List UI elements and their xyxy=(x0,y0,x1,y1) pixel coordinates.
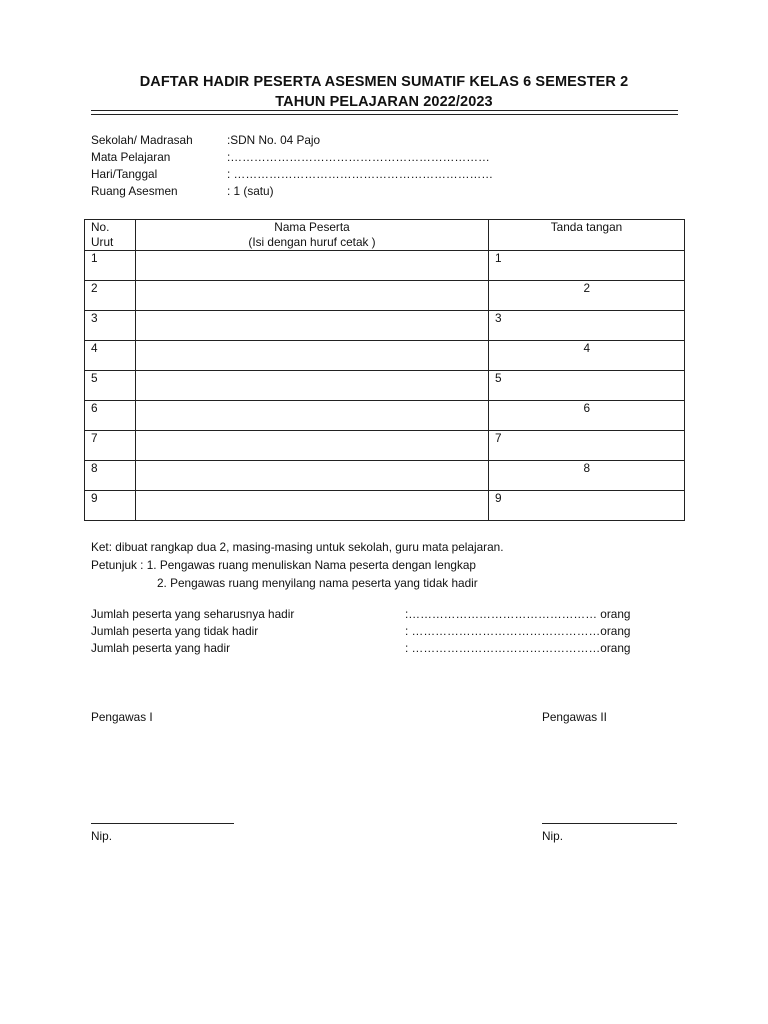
count-label: Jumlah peserta yang hadir xyxy=(91,641,231,655)
signature-cell[interactable]: 9 xyxy=(489,491,685,521)
row-number: 4 xyxy=(85,341,136,371)
table-row xyxy=(85,401,685,431)
table-row xyxy=(85,461,685,491)
document-title-line2: TAHUN PELAJARAN 2022/2023 xyxy=(275,94,493,110)
row-number: 5 xyxy=(85,371,136,401)
count-row-present xyxy=(91,640,651,657)
info-label: Sekolah/ Madrasah xyxy=(91,133,193,147)
signature-cell[interactable]: 3 xyxy=(489,311,685,341)
signature-cell[interactable]: 4 xyxy=(489,341,685,371)
info-label: Mata Pelajaran xyxy=(91,150,171,164)
notes-block xyxy=(91,538,504,592)
count-value: : …………………………………………orang xyxy=(405,641,631,655)
name-cell[interactable] xyxy=(136,311,489,341)
count-value: : …………………………………………orang xyxy=(405,624,631,638)
count-label: Jumlah peserta yang tidak hadir xyxy=(91,624,259,638)
name-cell[interactable] xyxy=(136,251,489,281)
note-petunjuk-1: Petunjuk : 1. Pengawas ruang menuliskan Nama peserta dengan lengkap xyxy=(91,558,476,572)
info-label: Ruang Asesmen xyxy=(91,184,178,198)
supervisor-1-title: Pengawas I xyxy=(91,710,153,724)
count-row-absent xyxy=(91,623,651,640)
count-value: :………………………………………… orang xyxy=(405,607,631,621)
document-title-line1: DAFTAR HADIR PESERTA ASESMEN SUMATIF KELAS 6 SEMESTER 2 xyxy=(139,74,629,90)
info-value: :………………………………………………………… xyxy=(227,150,490,164)
count-label: Jumlah peserta yang seharusnya hadir xyxy=(91,607,295,621)
supervisor-2-signature-line[interactable] xyxy=(542,823,677,824)
name-cell[interactable] xyxy=(136,431,489,461)
header-name-line1: Nama Peserta xyxy=(274,220,350,234)
signature-cell[interactable]: 1 xyxy=(489,251,685,281)
name-cell[interactable] xyxy=(136,281,489,311)
info-label: Hari/Tanggal xyxy=(91,167,158,181)
name-cell[interactable] xyxy=(136,401,489,431)
signature-cell[interactable]: 8 xyxy=(489,461,685,491)
supervisor-1-signature-line[interactable] xyxy=(91,823,234,824)
row-number: 9 xyxy=(85,491,136,521)
name-cell[interactable] xyxy=(136,491,489,521)
row-number: 2 xyxy=(85,281,136,311)
header-no-line2: Urut xyxy=(91,235,114,249)
supervisor-2-title: Pengawas II xyxy=(542,710,607,724)
header-no-line1: No. xyxy=(91,220,110,234)
signature-cell[interactable]: 2 xyxy=(489,281,685,311)
note-petunjuk-2: 2. Pengawas ruang menyilang nama peserta yang tidak hadir xyxy=(157,576,478,590)
table-header-row xyxy=(85,220,685,251)
header-sign-cell xyxy=(489,220,685,251)
signature-cell[interactable]: 7 xyxy=(489,431,685,461)
title-double-underline xyxy=(91,110,678,115)
row-number: 7 xyxy=(85,431,136,461)
table-row xyxy=(85,341,685,371)
table-row xyxy=(85,251,685,281)
name-cell[interactable] xyxy=(136,461,489,491)
info-value: : 1 (satu) xyxy=(227,184,274,198)
counts-block xyxy=(91,606,651,657)
table-row xyxy=(85,431,685,461)
info-value: : ………………………………………………………… xyxy=(227,167,494,181)
info-value: :SDN No. 04 Pajo xyxy=(227,133,321,147)
header-no-cell xyxy=(85,220,136,251)
signature-cell[interactable]: 5 xyxy=(489,371,685,401)
header-name-line2: (Isi dengan huruf cetak ) xyxy=(248,235,376,249)
table-row xyxy=(85,311,685,341)
count-row-expected xyxy=(91,606,651,623)
row-number: 8 xyxy=(85,461,136,491)
attendance-table xyxy=(84,219,685,521)
name-cell[interactable] xyxy=(136,371,489,401)
supervisor-2-nip: Nip. xyxy=(542,829,563,843)
table-row xyxy=(85,491,685,521)
row-number: 1 xyxy=(85,251,136,281)
row-number: 3 xyxy=(85,311,136,341)
note-ket: Ket: dibuat rangkap dua 2, masing-masing untuk sekolah, guru mata pelajaran. xyxy=(91,540,504,554)
header-name-cell xyxy=(136,220,489,251)
table-row xyxy=(85,371,685,401)
supervisor-1-nip: Nip. xyxy=(91,829,112,843)
signature-cell[interactable]: 6 xyxy=(489,401,685,431)
header-sign-label: Tanda tangan xyxy=(550,220,623,234)
row-number: 6 xyxy=(85,401,136,431)
name-cell[interactable] xyxy=(136,341,489,371)
table-row xyxy=(85,281,685,311)
